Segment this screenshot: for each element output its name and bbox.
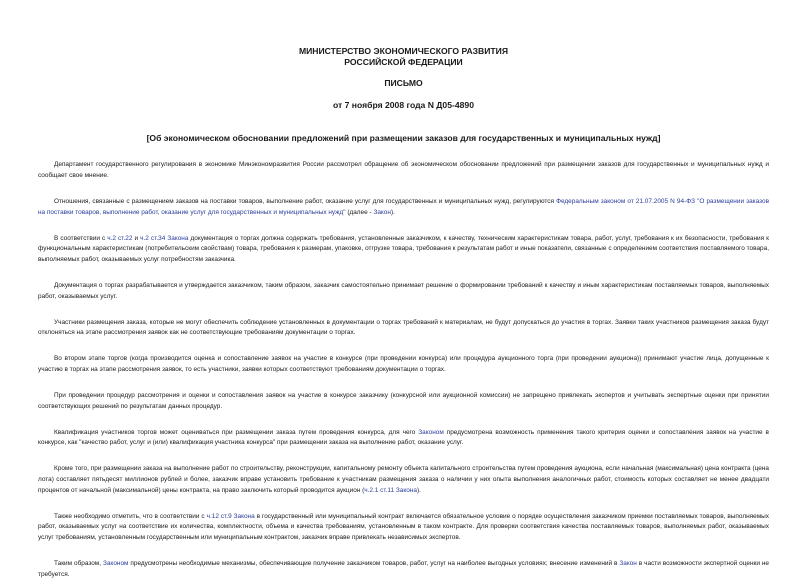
link-part12-art9[interactable]: ч.12 ст.9 Закона [206, 512, 255, 520]
paragraph-6: Во втором этапе торгов (когда производится оценка и сопоставление заявок на участие в конкурсе (при проведении конкурса) или процедура аукционного торга (при проведении аукциона)) принимают участие лица, допущенные к участию в торгах на этапе рассмотрения заявок, то есть участники, заявки которых соответствуют требованиям документации о торгах. [38, 355, 769, 373]
paragraph-5: Участники размещения заказа, которые не могут обеспечить соблюдение установленных в документации о торгах требований к материалам, не будут допускаться до участия в торгах. Заявки таких участников размещения заказа будут отклоняться на этапе рассмотрения заявок как не соответствующие требованиям документации о торгах. [38, 318, 769, 337]
document-date-number: от 7 ноября 2008 года N Д05-4890 [333, 99, 474, 110]
link-law-p8[interactable]: Законом [418, 428, 444, 436]
paragraph-4: Документация о торгах разрабатывается и утверждается заказчиком, таким образом, заказчик самостоятельно принимает решение о формировании требований к качеству и иным характеристикам поставляемых товаров, выполняемых работ, оказываемых услуг. [38, 282, 769, 300]
link-part2-art34[interactable]: ч.2 ст.34 Закона [140, 234, 189, 242]
paragraph-7: При проведении процедур рассмотрения и оценки и сопоставления заявок на участие в конкурсе заказчику (конкурсной или аукционной комиссии) не запрещено привлекать экспертов и учитывать экспертные оценки при принятии соответствующих решений по результатам данных процедур. [38, 392, 769, 410]
link-law[interactable]: Закон [373, 208, 391, 216]
link-federal-law-title[interactable]: от 21.07.2005 N 94-ФЗ "О размещении заказов на поставки товаров, выполнение работ, оказание услуг для государственных и муниципальных нужд" [38, 198, 770, 216]
document-header [38, 46, 769, 110]
paragraph-9: Кроме того, при размещении заказа на выполнение работ по строительству, реконструкции, капитальному ремонту объекта капитального строительства путем проведения аукциона, если начальная (максимальная) цена контракта (цена лота) составляет пятьдесят миллионов рублей и более, заказчик вправе установить требование к участникам размещения заказа о наличии у них опыта выполнения аналогичных работ, стоимость которых составляет не менее двадцати процентов от начальной (максимальной) цены контракта, на право заключить который проводится аукцион (ч.2.1 ст.11 Закона). [38, 465, 769, 494]
link-federal-law[interactable]: Федеральным законом [556, 198, 626, 206]
ministry-name-line2: РОССИЙСКОЙ ФЕДЕРАЦИИ [344, 56, 463, 67]
paragraph-3: В соответствии с ч.2 ст.22 и ч.2 ст.34 Закона документация о торгах должна содержать требования, установленные заказчиком, к качеству, техническим характеристикам товара, работ, услуг, требования к их безопасности, требования к функциональным характеристикам (потребительским свойствам) товара, требования к размерам, упаковке, отгрузке товара, требования к результатам работ и иные показатели, связанные с определением соответствия поставляемого товара, выполняемых работ, оказываемых услуг потребностям заказчика. [38, 234, 769, 263]
paragraph-11: Таким образом, Законом предусмотрены необходимые механизмы, обеспечивающие получение заказчиком товаров, работ, услуг на наиболее выгодных условиях; внесение изменений в Закон в части возможности экспертной оценки не требуется. [38, 560, 769, 578]
paragraph-8: Квалификация участников торгов может оцениваться при размещении заказа путем проведения конкурса, для чего Законом предусмотрена возможность применения такого критерия оценки и сопоставления заявок на участие в конкурсе, как "качество работ, услуг и (или) квалификация участника конкурса" при размещении заказа на выполнение работ, оказание услуг. [38, 428, 769, 447]
document-subject: [Об экономическом обосновании предложений при размещении заказов для государственных и муниципальных нужд] [146, 133, 661, 144]
paragraph-10: Также необходимо отметить, что в соответствии с ч.12 ст.9 Закона в государственный или муниципальный контракт включается обязательное условие о порядке осуществления заказчиком приемки поставляемых товаров, выполняемых работ, оказываемых услуг на соответствие их количества, комплектности, объема и качества требованиям, установленным в таком контракте. Для проверки соответствия качества поставляемых товаров, выполняемых работ, оказываемых услуг требованиям, установленным государственным или муниципальным контрактом, заказчик вправе привлекать независимых экспертов. [38, 512, 770, 541]
link-part2-art22[interactable]: ч.2 ст.22 [107, 234, 133, 242]
link-part2-1-art11[interactable]: ч.2.1 ст.11 Закона [364, 486, 417, 494]
document-type: ПИСЬМО [384, 78, 423, 89]
link-law-p11b[interactable]: Закон [619, 560, 637, 568]
paragraph-2: Отношения, связанные с размещением заказов на поставки товаров, выполнение работ, оказание услуг для государственных и муниципальных нужд, регулируются Федеральным законом от 21.07.2005 N 94-ФЗ "О размещении заказов на поставки товаров, выполнение работ, оказание услуг для государственных и муниципальных нужд" (далее - Закон). [38, 198, 770, 216]
link-law-p11a[interactable]: Законом [102, 560, 129, 568]
paragraph-1: Департамент государственного регулирования в экономике Минэкономразвития России рассмотрел обращение об экономическом обосновании предложений при размещении заказов для государственных и муниципальных нужд и сообщает свое мнение. [38, 161, 769, 179]
ministry-name-line1: МИНИСТЕРСТВО ЭКОНОМИЧЕСКОГО РАЗВИТИЯ [298, 46, 509, 56]
document-body [38, 160, 769, 580]
